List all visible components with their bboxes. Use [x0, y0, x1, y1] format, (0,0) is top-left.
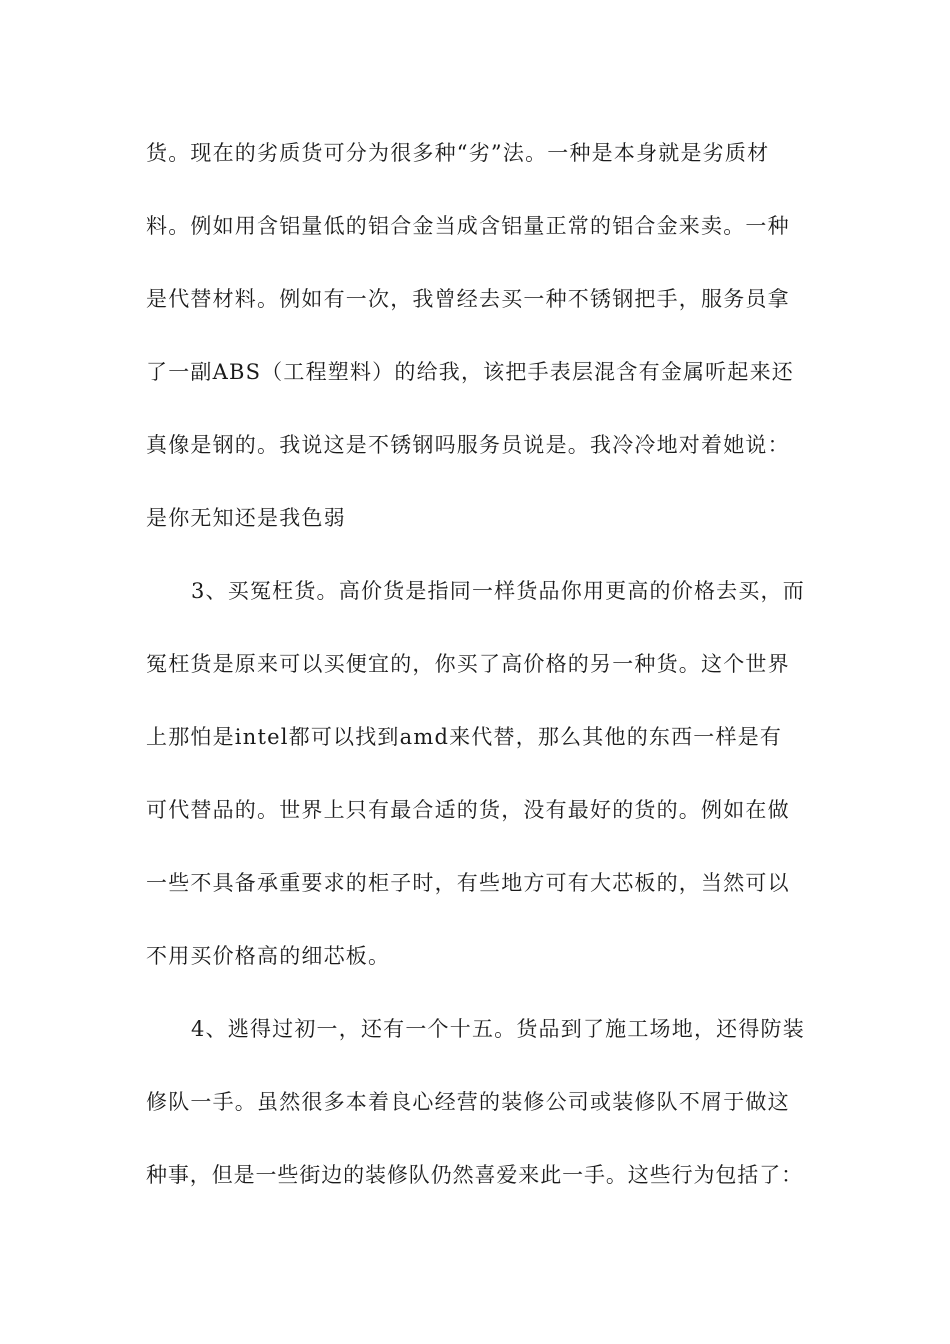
- text-line-7: 3、买冤枉货。高价货是指同一样货品你用更高的价格去买，而: [191, 579, 805, 603]
- text-line-12: 不用买价格高的细芯板。: [146, 944, 391, 968]
- text-line-8: 冤枉货是原来可以买便宜的，你买了高价格的另一种货。这个世界: [146, 652, 790, 676]
- text-line-13: 4、逃得过初一，还有一个十五。货品到了施工场地，还得防装: [191, 1017, 805, 1041]
- text-line-15: 种事，但是一些街边的装修队仍然喜爱来此一手。这些行为包括了：: [146, 1163, 803, 1187]
- text-line-4: 了一副ABS（工程塑料）的给我，该把手表层混含有金属听起来还: [146, 360, 794, 384]
- text-line-2: 料。例如用含铝量低的铝合金当成含铝量正常的铝合金来卖。一种: [146, 214, 790, 238]
- text-line-1: 货。现在的劣质货可分为很多种“劣”法。一种是本身就是劣质材: [146, 141, 770, 165]
- text-line-5: 真像是钢的。我说这是不锈钢吗服务员说是。我冷冷地对着她说：: [146, 433, 790, 457]
- text-line-9: 上那怕是intel都可以找到amd来代替，那么其他的东西一样是有: [146, 725, 783, 749]
- text-line-11: 一些不具备承重要求的柜子时，有些地方可有大芯板的，当然可以: [146, 871, 790, 895]
- text-line-10: 可代替品的。世界上只有最合适的货，没有最好的货的。例如在做: [146, 798, 790, 822]
- text-line-6: 是你无知还是我色弱: [146, 506, 346, 530]
- text-line-14: 修队一手。虽然很多本着良心经营的装修公司或装修队不屑于做这: [146, 1090, 790, 1114]
- text-line-3: 是代替材料。例如有一次，我曾经去买一种不锈钢把手，服务员拿: [146, 287, 790, 311]
